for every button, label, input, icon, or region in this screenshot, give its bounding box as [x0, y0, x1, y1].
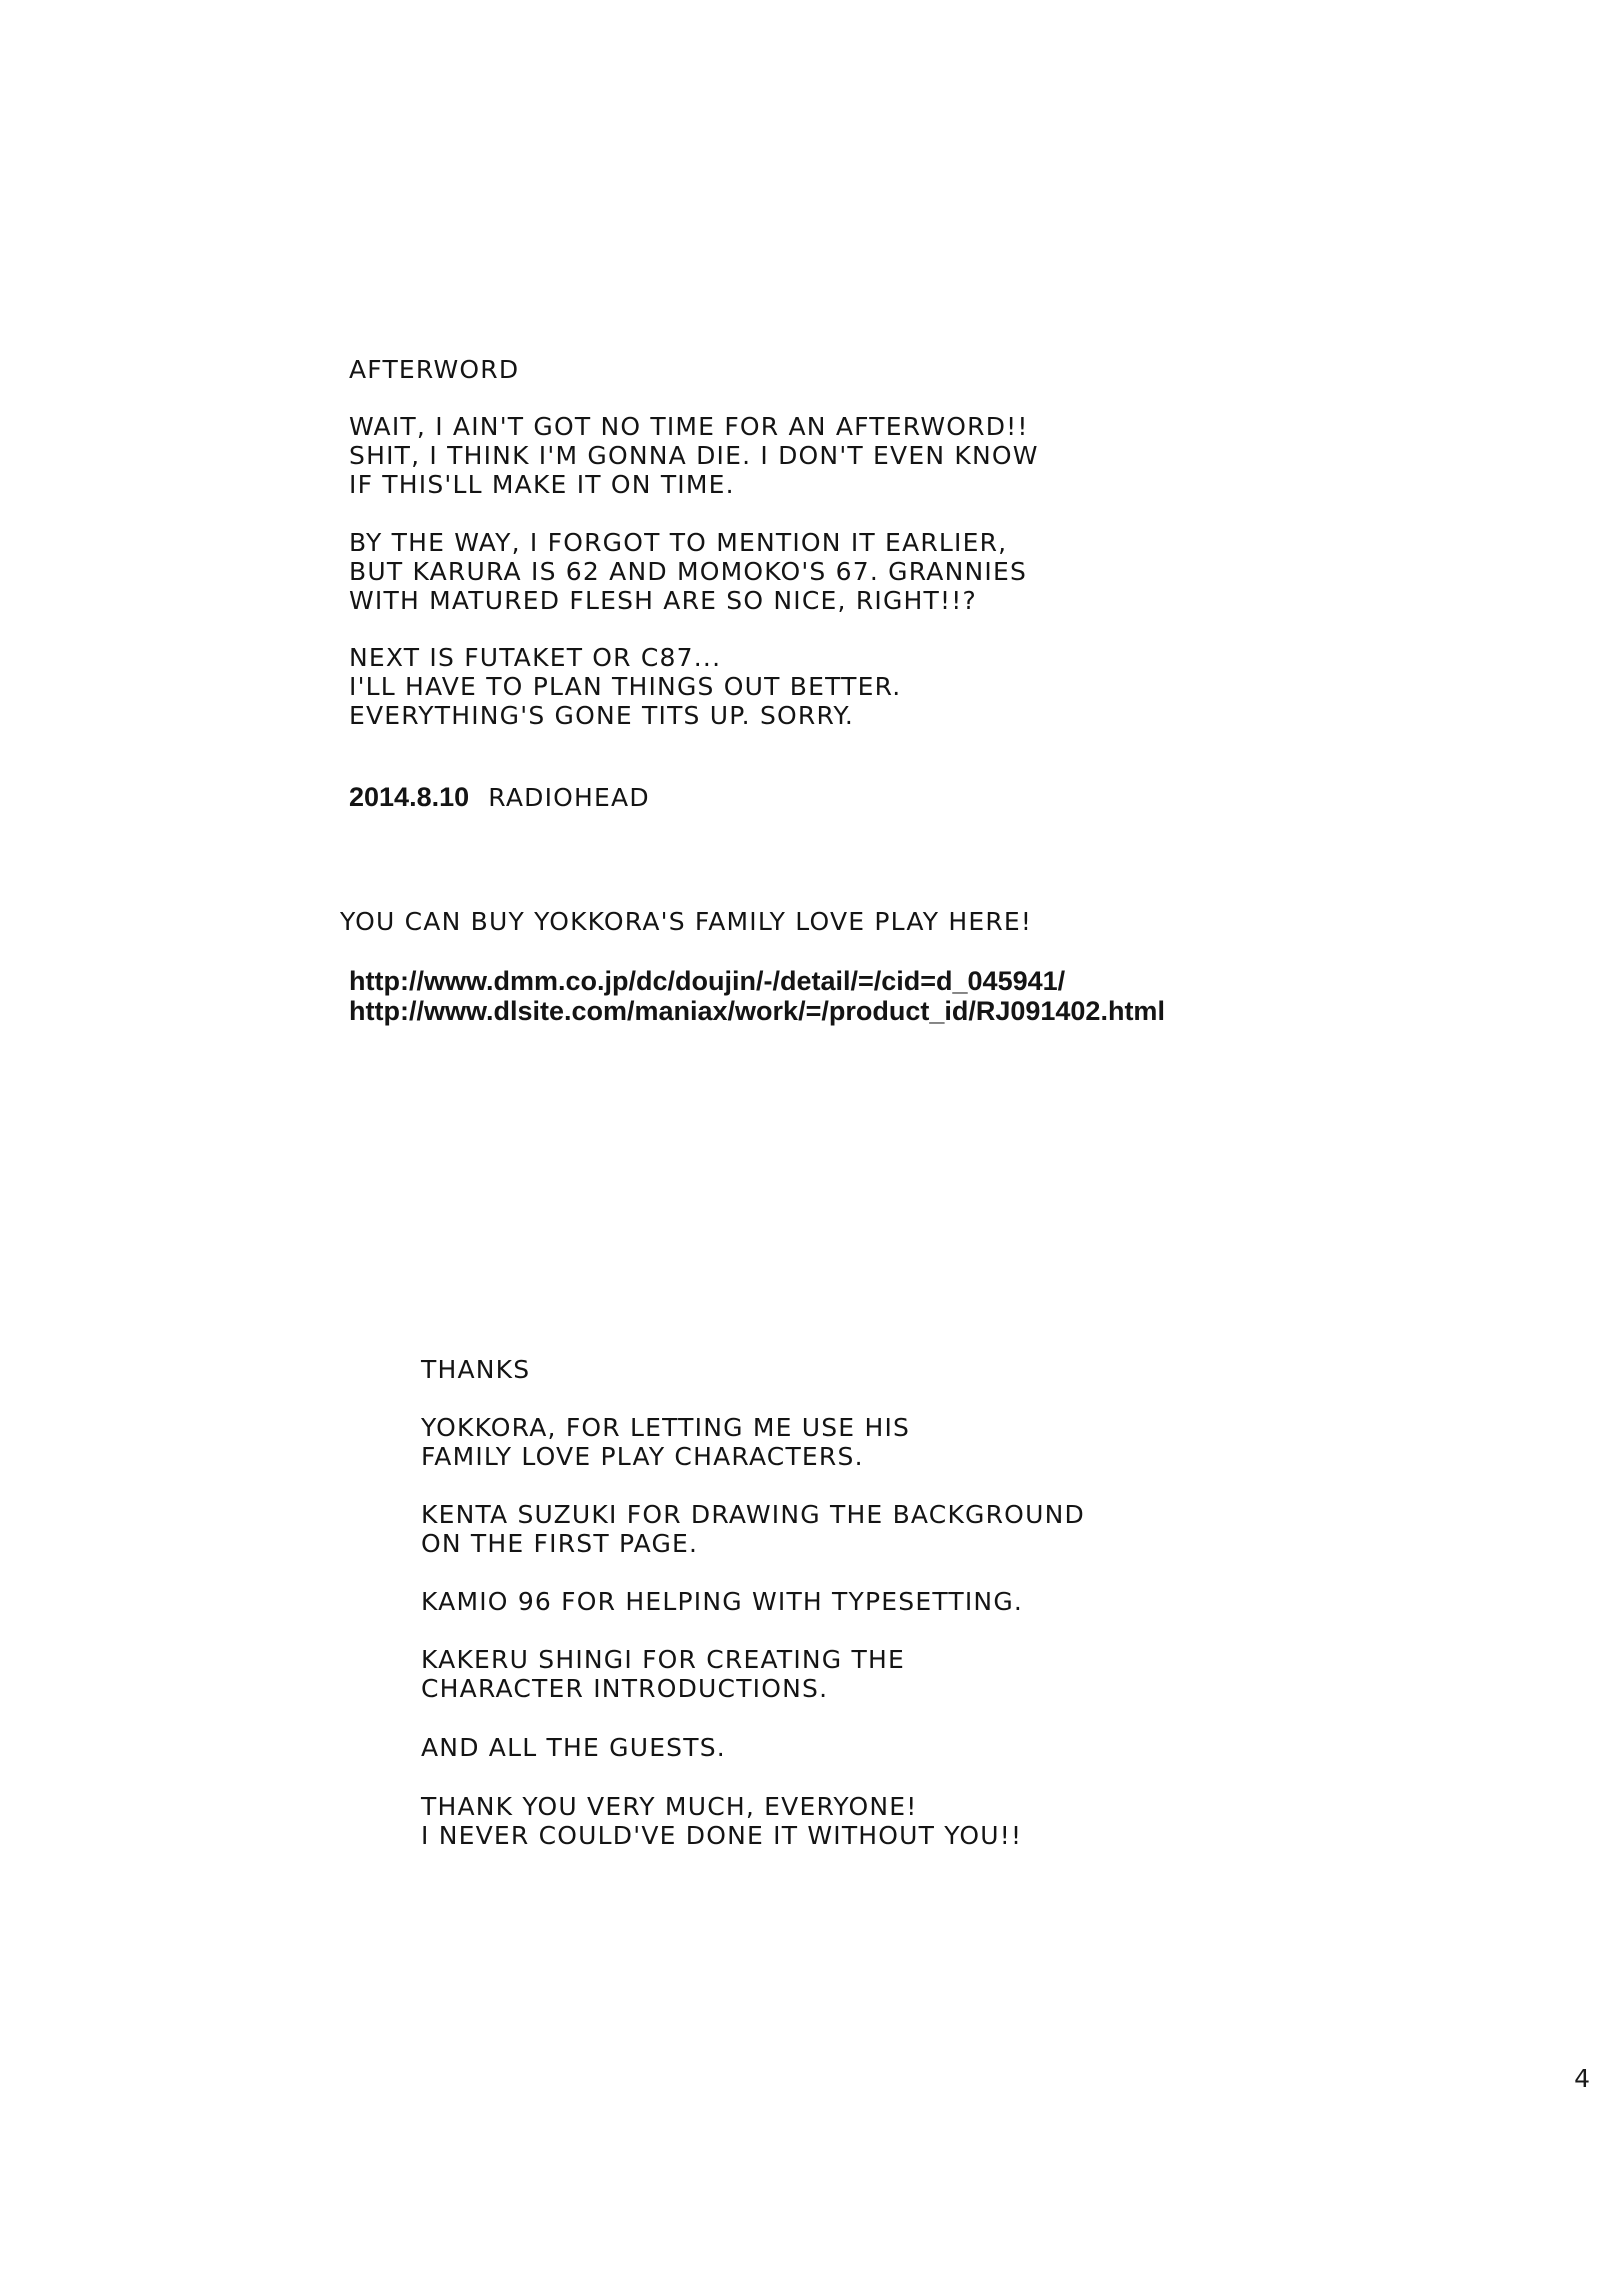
thanks-closing — [421, 1792, 1022, 1850]
text-line: IF THIS'LL MAKE IT ON TIME. — [349, 470, 735, 499]
signature-date: 2014.8.10 — [349, 782, 470, 812]
text-line: SHIT, I THINK I'M GONNA DIE. I DON'T EVEN KNOW — [349, 441, 1039, 470]
thanks-item-3 — [421, 1587, 1023, 1616]
text-line: FAMILY LOVE PLAY CHARACTERS. — [421, 1442, 864, 1471]
purchase-links — [349, 966, 1165, 1026]
afterword-signature — [349, 783, 650, 812]
text-line: ON THE FIRST PAGE. — [421, 1529, 699, 1558]
purchase-link-dmm[interactable]: http://www.dmm.co.jp/dc/doujin/-/detail/=/cid=d_045941/ — [349, 966, 1066, 996]
thanks-item-4 — [421, 1645, 905, 1703]
purchase-link-dlsite[interactable]: http://www.dlsite.com/maniax/work/=/product_id/RJ091402.html — [349, 996, 1165, 1026]
afterword-paragraph-2 — [349, 528, 1027, 615]
afterword-heading: AFTERWORD — [349, 355, 520, 384]
text-line: KAKERU SHINGI FOR CREATING THE — [421, 1645, 905, 1674]
signature-name: RADIOHEAD — [488, 783, 650, 812]
text-line: THANK YOU VERY MUCH, EVERYONE! — [421, 1792, 918, 1821]
text-line: AND ALL THE GUESTS. — [421, 1733, 726, 1762]
thanks-item-1 — [421, 1413, 910, 1471]
text-line: I'LL HAVE TO PLAN THINGS OUT BETTER. — [349, 672, 902, 701]
purchase-heading: YOU CAN BUY YOKKORA'S FAMILY LOVE PLAY HERE! — [340, 907, 1033, 936]
text-line: BUT KARURA IS 62 AND MOMOKO'S 67. GRANNIES — [349, 557, 1028, 586]
text-line: EVERYTHING'S GONE TITS UP. SORRY. — [349, 701, 854, 730]
thanks-item-2 — [421, 1500, 1085, 1558]
afterword-paragraph-3 — [349, 643, 901, 730]
text-line: WAIT, I AIN'T GOT NO TIME FOR AN AFTERWORD!! — [349, 412, 1029, 441]
text-line: YOKKORA, FOR LETTING ME USE HIS — [421, 1413, 911, 1442]
thanks-item-5 — [421, 1733, 726, 1762]
text-line: KENTA SUZUKI FOR DRAWING THE BACKGROUND — [421, 1500, 1085, 1529]
thanks-heading: THANKS — [421, 1355, 531, 1384]
text-line: NEXT IS FUTAKET OR C87... — [349, 643, 722, 672]
text-line: CHARACTER INTRODUCTIONS. — [421, 1674, 829, 1703]
text-line: WITH MATURED FLESH ARE SO NICE, RIGHT!!? — [349, 586, 977, 615]
text-line: I NEVER COULD'VE DONE IT WITHOUT YOU!! — [421, 1821, 1023, 1850]
text-line: BY THE WAY, I FORGOT TO MENTION IT EARLIER, — [349, 528, 1008, 557]
page-number: 4 — [1574, 2064, 1590, 2093]
text-line: KAMIO 96 FOR HELPING WITH TYPESETTING. — [421, 1587, 1024, 1616]
afterword-paragraph-1 — [349, 412, 1039, 499]
